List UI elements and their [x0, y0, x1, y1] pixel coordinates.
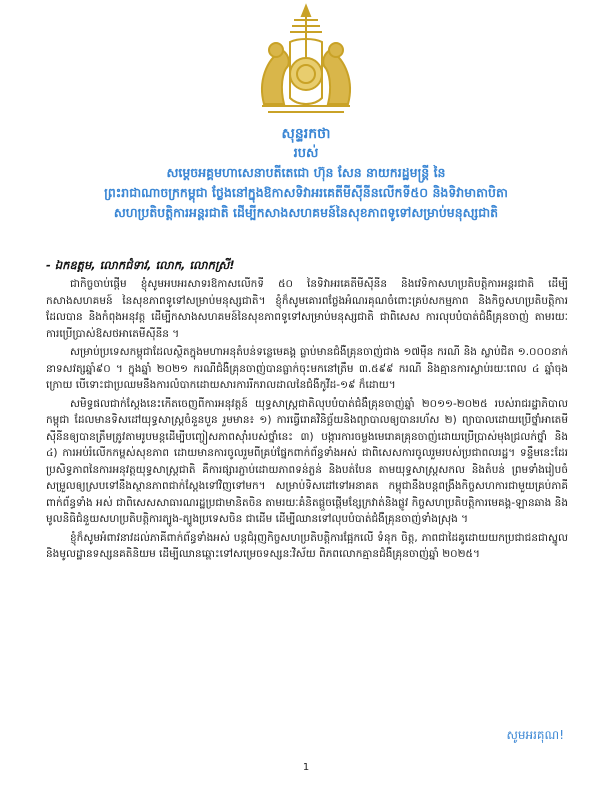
closing-thanks: សូមអរគុណ!: [506, 728, 564, 742]
speech-subtitle: របស់: [293, 146, 319, 161]
speech-body: [46, 276, 568, 565]
paragraph-3: សមិទ្ធផលជាក់ស្តែងនេះកើតចេញពីការអនុវត្តន៍ យុទ្ធសាស្ត្រជាតិលុបបំបាត់ជំងឺគ្រុនចាញ់ឆ្នាំ ២០១១-២០២៥ របស់រាជរដ្ឋាភិបាលកម្ពុជា ដែលមានទិសដៅយុទ្ធសាស្ត្រចំនួនបួន រួមមាន៖ ១) ការធ្វើរោគវិនិច្ឆ័យនិងព្យាបាលឲ្យបានរហ័ស ២) ព្យាបាលដោយប្រើថ្នាំអាតេមីស៊ីនីនឲ្យបានត្រឹមត្រូវតាមរូបមន្តដើម្បីបញ្ចៀសភាពស៊ាំរបស់ថ្នាំនេះ ៣) បង្ការការចម្លងមេរោគគ្រុនចាញ់ដោយប្រើប្រាស់មុងជ្រលក់ថ្នាំ និង ៤) ការអប់រំលើកកម្ពស់សុខភាព ដោយមានការចូលរួមពីគ្រប់ផ្នែកពាក់ព័ន្ធទាំងអស់ ជាពិសេសការចូលរួមរបស់ប្រជាពលរដ្ឋ។ ទន្ទឹមនេះដែរ ប្រសិទ្ធភាពនៃការអនុវត្តយុទ្ធសាស្ត្រជាតិ គឺការផ្សារភ្ជាប់ដោយភាពទន់ភ្លន់ និងបត់បែន តាមយុទ្ធសាស្ត្រសកល និងតំបន់ ព្រមទាំងរៀបចំសម្រួលឲ្យស្របទៅនឹងស្ថានភាពជាក់ស្តែងទៅវិញទៅមក។ សម្រាប់ទិសដៅទៅអនាគត កម្ពុជានឹងបន្តពង្រឹងកិច្ចសហការជាមួយគ្រប់ភាគីពាក់ព័ន្ធទាំង អស់ ជាពិសេសសាធារណរដ្ឋប្រជាមានិតចិន តាមរយៈគំនិតផ្តួចផ្តើមខ្សែក្រវាត់និងផ្លូវ កិច្ចសហប្រតិបត្តិការមេគង្គ-ឡានឆាង និងមូលនិធិជំនួយសហប្រតិបត្តិការត្បូង-ត្បូងប្រទេសចិន ជាដើម ដើម្បីឈានទៅលុបបំបាត់ជំងឺគ្រុនចាញ់ទាំងស្រុង ។: [46, 397, 568, 525]
header-line-3: សហប្រតិបត្តិការអន្តរជាតិ ដើម្បីកសាងសហគមន៍នៃសុខភាពទូទៅសម្រាប់មនុស្សជាតិ: [113, 205, 499, 220]
royal-coat-of-arms-icon: [242, 2, 370, 120]
header-line-2: ព្រះរាជាណាចក្រកម្ពុជា ថ្លែងនៅក្នុងឱកាសទិវាអរគេតីមីស៊ីនីនលើកទី៥០ និងទិវាមាតាបិតា: [104, 185, 508, 200]
paragraph-1: ជាកិច្ចចាប់ផ្តើម ខ្ញុំសូមអបអរសាទរឱកាសលើកទី ៥០ នៃទិវាអរគេតីមីស៊ីនីន និងវេទិកាសហប្រតិបត្តិការអន្តរជាតិ ដើម្បីកសាងសហគមន៍ នៃសុខភាពទូទៅសម្រាប់មនុស្សជាតិ។ ខ្ញុំក៏សូមគោរពថ្លែងអំណរគុណចំពោះគ្រប់សកម្មភាព និងកិច្ចសហប្រតិបត្តិការ ដែលបាន និងកំពុងអនុវត្ត ដើម្បីកសាងសហគមន៍នៃសុខភាពទូទៅសម្រាប់មនុស្សជាតិ ជាពិសេស ការលុបបំបាត់ជំងឺគ្រុនចាញ់ តាមរយៈការប្រើប្រាស់ឱសថអាតេមីស៊ីនីន ។: [46, 278, 568, 340]
salutation: - ឯកឧត្តម, លោកជំទាវ, លោក, លោកស្រី!: [46, 258, 235, 272]
speech-header: [30, 124, 582, 223]
page-number: 1: [302, 762, 310, 773]
speech-title: សុន្ទរកថា: [281, 126, 331, 142]
paragraph-2: សម្រាប់ប្រទេសកម្ពុជាដែលស្ថិតក្នុងមហាអនុតំបន់ទន្លេមេគង្គ ធ្លាប់មានជំងឺគ្រុនចាញ់ជាង ១៧ម៉ឺន ករណី និង ស្លាប់ជិត ១.០០០នាក់ នាទសវត្សឆ្នាំ៩០ ។ ក្នុងឆ្នាំ ២០២១ ករណីជំងឺគ្រុនចាញ់បានធ្លាក់ចុះមកនៅត្រឹម ៣.៥៩៩ ករណី និងគ្មានការស្លាប់រយៈពេល ៤ ឆ្នាំចុងក្រោយ បើទោះជាប្រឈមនឹងការលំបាកដោយសារការរីករាលដាលនៃជំងឺកូវីដ-១៩ ក៏ដោយ។: [46, 346, 568, 391]
header-line-1: សម្តេចអគ្គមហាសេនាបតីតេជោ ហ៊ុន សែន នាយករដ្ឋមន្ត្រី នៃ: [166, 165, 446, 180]
paragraph-4: ខ្ញុំក៏សូមអំពាវនាវដល់ភាគីពាក់ព័ន្ធទាំងអស់ បន្តជំរុញកិច្ចសហប្រតិបត្តិការផ្អែកលើ ទំនុក ចិត្ត, ភាពជាដៃគូដោយយកប្រជាជនជាស្នូល និងមូលដ្ឋានទស្សនគតិនិយម ដើម្បីឈានឆ្ពោះទៅសម្រេចទស្សនៈវិស័យ ពិភពលោកគ្មានជំងឺគ្រុនចាញ់ឆ្នាំ ២០២៥។: [46, 531, 568, 560]
